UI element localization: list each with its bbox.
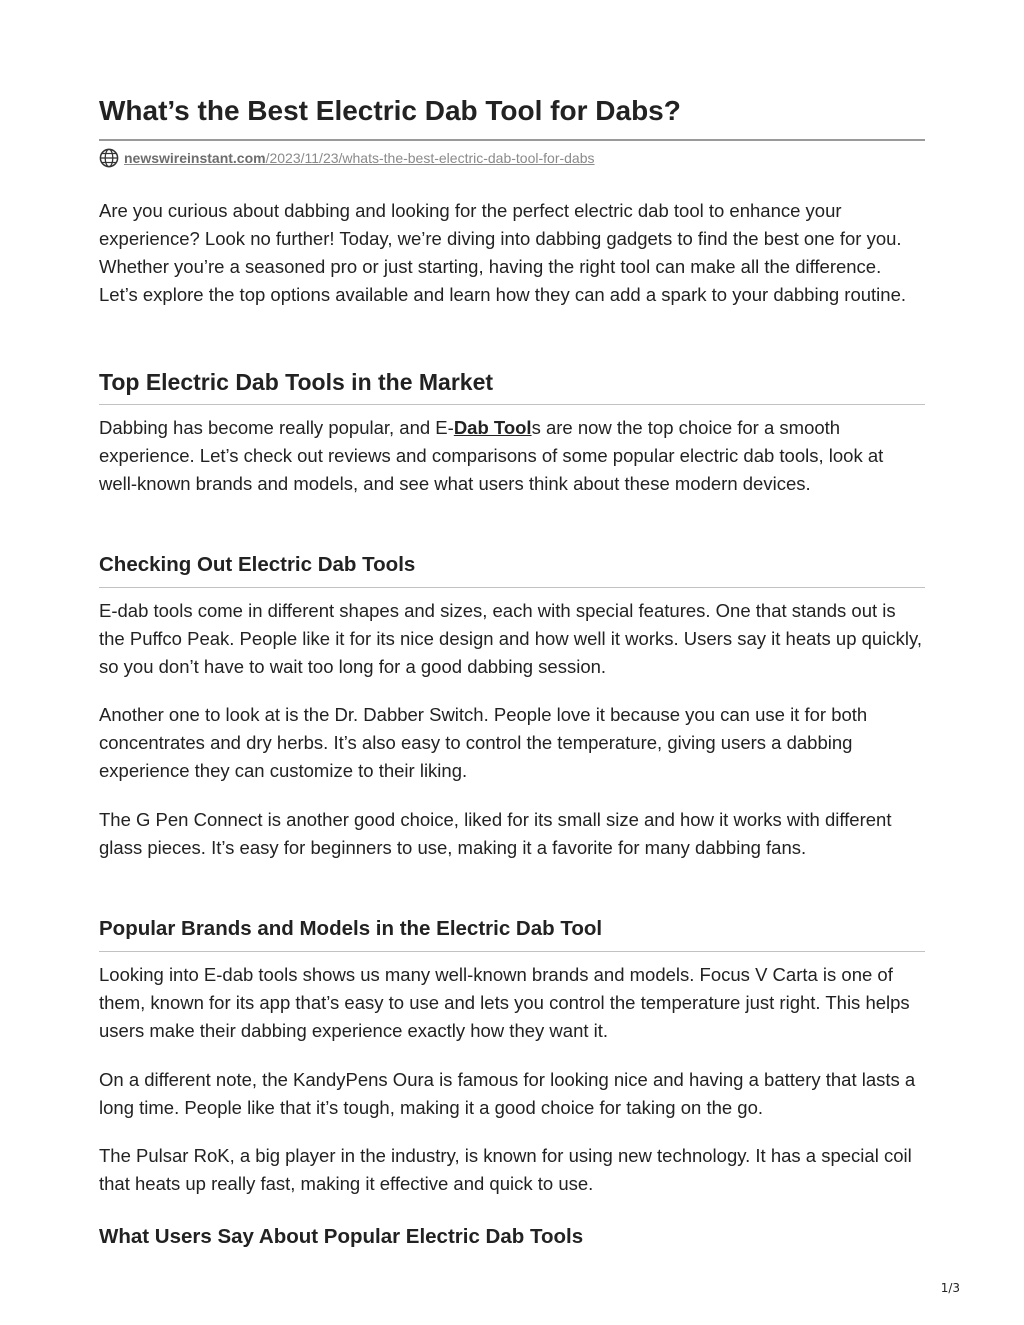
paragraph: Another one to look at is the Dr. Dabber Switch. People love it because you can use it for both concentrates and dry herbs. It’s also easy to control the temperature, giving users a dabbing experience they can customize to their liking. bbox=[99, 704, 868, 781]
paragraph: E-dab tools come in different shapes and sizes, each with special features. One that stands out is the Puffco Peak. People like it for its nice design and how well it works. Users say it heats up quickly, so you don’t have to wait too long for a good dabbing session. bbox=[99, 600, 922, 677]
globe-icon bbox=[99, 148, 119, 168]
section-heading-top-tools: Top Electric Dab Tools in the Market bbox=[99, 369, 494, 395]
section-divider bbox=[99, 951, 925, 952]
paragraph: The Pulsar RoK, a big player in the industry, is known for using new technology. It has a special coil that heats up really fast, making it effective and quick to use. bbox=[99, 1145, 912, 1194]
top-tools-paragraph bbox=[99, 414, 925, 498]
section-heading-users: What Users Say About Popular Electric Dab Tools bbox=[99, 1225, 584, 1248]
source-link[interactable] bbox=[124, 150, 595, 166]
section-divider bbox=[99, 404, 925, 405]
source-path: /2023/11/23/whats-the-best-electric-dab-tool-for-dabs bbox=[265, 150, 595, 166]
page-title: What’s the Best Electric Dab Tool for Dabs? bbox=[99, 95, 681, 126]
title-divider bbox=[99, 139, 925, 141]
paragraph: Looking into E-dab tools shows us many well-known brands and models. Focus V Carta is one of them, known for its app that’s easy to use and lets you control the temperature just right. This helps users make their dabbing experience exactly how they want it. bbox=[99, 964, 910, 1041]
source-line bbox=[99, 147, 595, 169]
paragraph: The G Pen Connect is another good choice, liked for its small size and how it works with different glass pieces. It’s easy for beginners to use, making it a favorite for many dabbing fans. bbox=[99, 809, 892, 858]
paragraph-text: s are now the top choice for a smooth experience. Let’s check out reviews and comparisons of some popular electric dab tools, look at well-known brands and models, and see what users think about these modern devices. bbox=[99, 417, 884, 494]
page-number: 1/3 bbox=[940, 1281, 960, 1295]
dab-tool-link[interactable]: Dab Tool bbox=[453, 417, 532, 438]
section-heading-checking: Checking Out Electric Dab Tools bbox=[99, 553, 416, 576]
paragraph: On a different note, the KandyPens Oura is famous for looking nice and having a battery that lasts a long time. People like that it’s tough, making it a good choice for taking on the go. bbox=[99, 1069, 916, 1118]
paragraph-text: Dabbing has become really popular, and E- bbox=[99, 417, 454, 438]
section-heading-brands: Popular Brands and Models in the Electric Dab Tool bbox=[99, 917, 603, 940]
section-divider bbox=[99, 587, 925, 588]
source-domain: newswireinstant.com bbox=[124, 150, 266, 166]
intro-paragraph: Are you curious about dabbing and looking for the perfect electric dab tool to enhance your experience? Look no further! Today, we’re diving into dabbing gadgets to find the best one for you. Whether you’re a seasoned pro or just starting, having the right tool can make all the difference. Let’s explore the top options available and learn how they can add a spark to your dabbing routine. bbox=[99, 200, 907, 305]
